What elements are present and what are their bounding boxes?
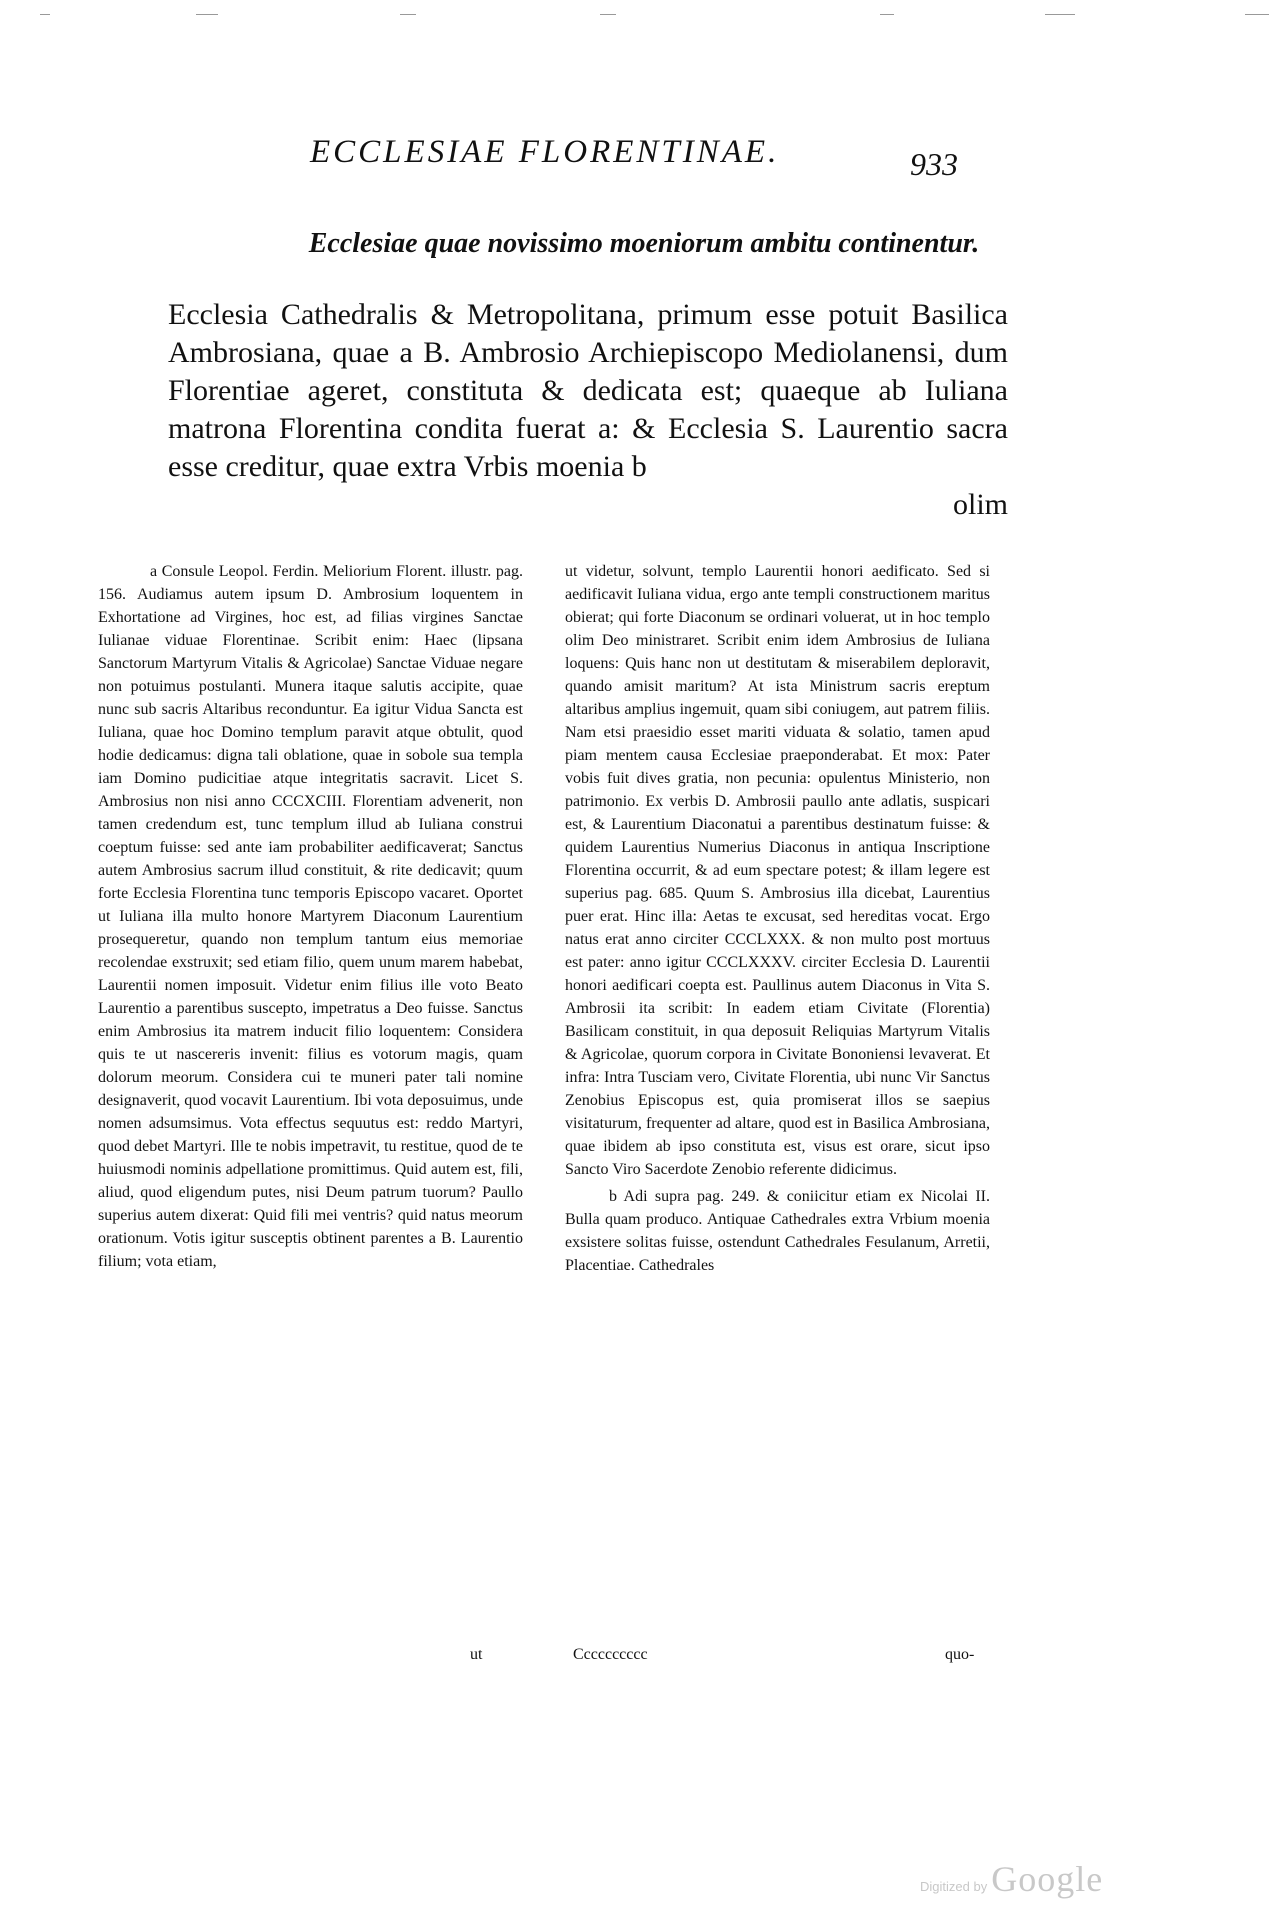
top-rule [0,8,1288,18]
main-catchword: olim [952,488,1008,521]
signature-mark: Cccccccccc [573,1646,648,1663]
footnote-a: a Consule Leopol. Ferdin. Meliorium Florent. illustr. pag. 156. Audiamus autem ipsum D. Ambrosium loquentem in Exhortatione ad Virgines, hoc est, ad filias virgines Sanctae Iulianae viduae Florentinae. Scribit enim: Haec (lipsana Sanctorum Martyrum Vitalis & Agricolae) Sanctae Viduae negare non potuimus postulanti. Munera itaque salutis accipite, quae nunc sub sacris Altaribus reconduntur. Ea igitur Vidua Sancta est Iuliana, quae hoc Domino templum paravit atque obtulit, quod hodie dedicamus: digna tali oblatione, quae in sobole sua templa iam Domino pudicitiae atque integritatis sacravit. Licet S. Ambrosius non nisi anno CCCXCIII. Florentiam advenerit, non tamen credendum est, tunc templum illud ab Iuliana construi coeptum fuisse: sed ante iam probabiliter aedificaverat; Sanctus autem Ambrosius sacrum illud constituit, & rite dedicavit; quum forte Ecclesia Florentina tunc temporis Episcopo vacaret. Oportet ut Iuliana illa multo honore Martyrem Diaconum Laurentium prosequeretur, quando non templum tantum eius memoriae recolendae exstruxit; sed etiam filio, quem unum marem habebat, Laurentii nomen imposuit. Videtur enim filius ille voto Beato Laurentio a parentibus suscepto, impetratus a Deo fuisse. Sanctus enim Ambrosius ita matrem inducit filio loquentem: Considera quis te ut nascereris invenit: filius es votorum magis, quam dolorum meorum. Considera cui te muneri pater tali nomine designaverit, quod vocavit Laurentium. Ibi vota deposuimus, unde nomen adsumsimus. Vota effectus sequutus est: reddo Martyri, quod debet Martyri. Ille te nobis impetravit, tu restitue, quod de te huiusmodi nominis adpellatione promittimus. Quid autem est, fili, aliud, quod eligendum putes, nisi Deum patrum tuorum? Paullo superius autem dixerat: Quid fili mei ventris? quid natus meorum orationum. Votis igitur susceptis obtinent parentes a B. Laurentio filium; vota etiam, [98,563,523,1270]
footnote-column-right [565,560,990,1277]
digitized-watermark [920,1858,1103,1900]
right-catchword: quo- [945,1646,975,1663]
page-number: 933 [910,146,958,182]
footnote-b: b Adi supra pag. 249. & coniicitur etiam ex Nicolai II. Bulla quam produco. Antiquae Cathedrales extra Vrbium moenia exsistere solitas fuisse, ostendunt Cathedrales Fesulanum, Arretii, Placentiae. Cathedrales [565,1188,990,1274]
running-title: ECCLESIAE FLORENTINAE. [310,134,780,170]
section-heading: Ecclesiae quae novissimo moeniorum ambitu continentur. [308,228,980,259]
main-text [168,296,1008,524]
running-head [300,134,1000,184]
main-paragraph: Ecclesia Cathedralis & Metropolitana, primum esse potuit Basilica Ambrosiana, quae a B. Ambrosio Archiepiscopo Mediolanensi, dum Florentiae ageret, constituta & dedicata est; quaeque ab Iuliana matrona Florentina condita fuerat a: & Ecclesia S. Laurentio sacra esse creditur, quae extra Vrbis moenia b [168,298,1008,483]
footnote-a-continued: ut videtur, solvunt, templo Laurentii honori aedificato. Sed si aedificavit Iuliana vidua, ergo ante templi constructionem maritus obierat; qui forte Diaconum se ordinari voluerat, ut in hoc templo olim Deo ministraret. Scribit enim idem Ambrosius de Iuliana loquens: Quis hanc non ut destitutam & miserabilem deploravit, quando amisit maritum? At ista Ministrum sacris ereptum altaribus amplius ingemuit, quam sibi coniugem, aut patrem filiis. Nam etsi praesidio esset mariti viduata & solatio, tamen apud piam mentem causa Ecclesiae praeponderabat. Et mox: Pater vobis fuit dives gratia, non pecunia: opulentus Ministerio, non patrimonio. Ex verbis D. Ambrosii paullo ante adlatis, suspicari est, & Laurentium Diaconatui a parentibus destinatum fuisse: & quidem Laurentius Numerius Diaconus in antiqua Inscriptione Florentina occurrit, & ad eum spectare potest; & illam legere est superius pag. 685. Quum S. Ambrosius illa dicebat, Laurentius puer erat. Hinc illa: Aetas te excusat, sed hereditas vocat. Ergo natus erat anno circiter CCCLXXX. & non multo post mortuus est pater: anno igitur CCCLXXXV. circiter Ecclesia D. Laurentii honori aedificari coepta est. Paullinus autem Diaconus in Vita S. Ambrosii ita scribit: In eadem etiam Civitate (Florentia) Basilicam constituit, in qua deposuit Reliquias Martyrum Vitalis & Agricolae, quorum corpora in Civitate Bononiensi levaverat. Et infra: Intra Tusciam vero, Civitate Florentia, ubi nunc Vir Sanctus Zenobius Episcopus est, quia promiserat illos se saepius visitaturum, frequenter ad altare, quod est in Basilica Ambrosiana, quae ibidem ab ipso constituta est, visus est orare, sicut ipso Sancto Viro Sacerdote Zenobio referente didicimus. [565,563,990,1178]
left-catchword: ut [470,1646,483,1663]
footnote-column-left [98,560,523,1273]
watermark-prefix: Digitized by [920,1879,988,1894]
watermark-brand: Google [991,1859,1104,1899]
